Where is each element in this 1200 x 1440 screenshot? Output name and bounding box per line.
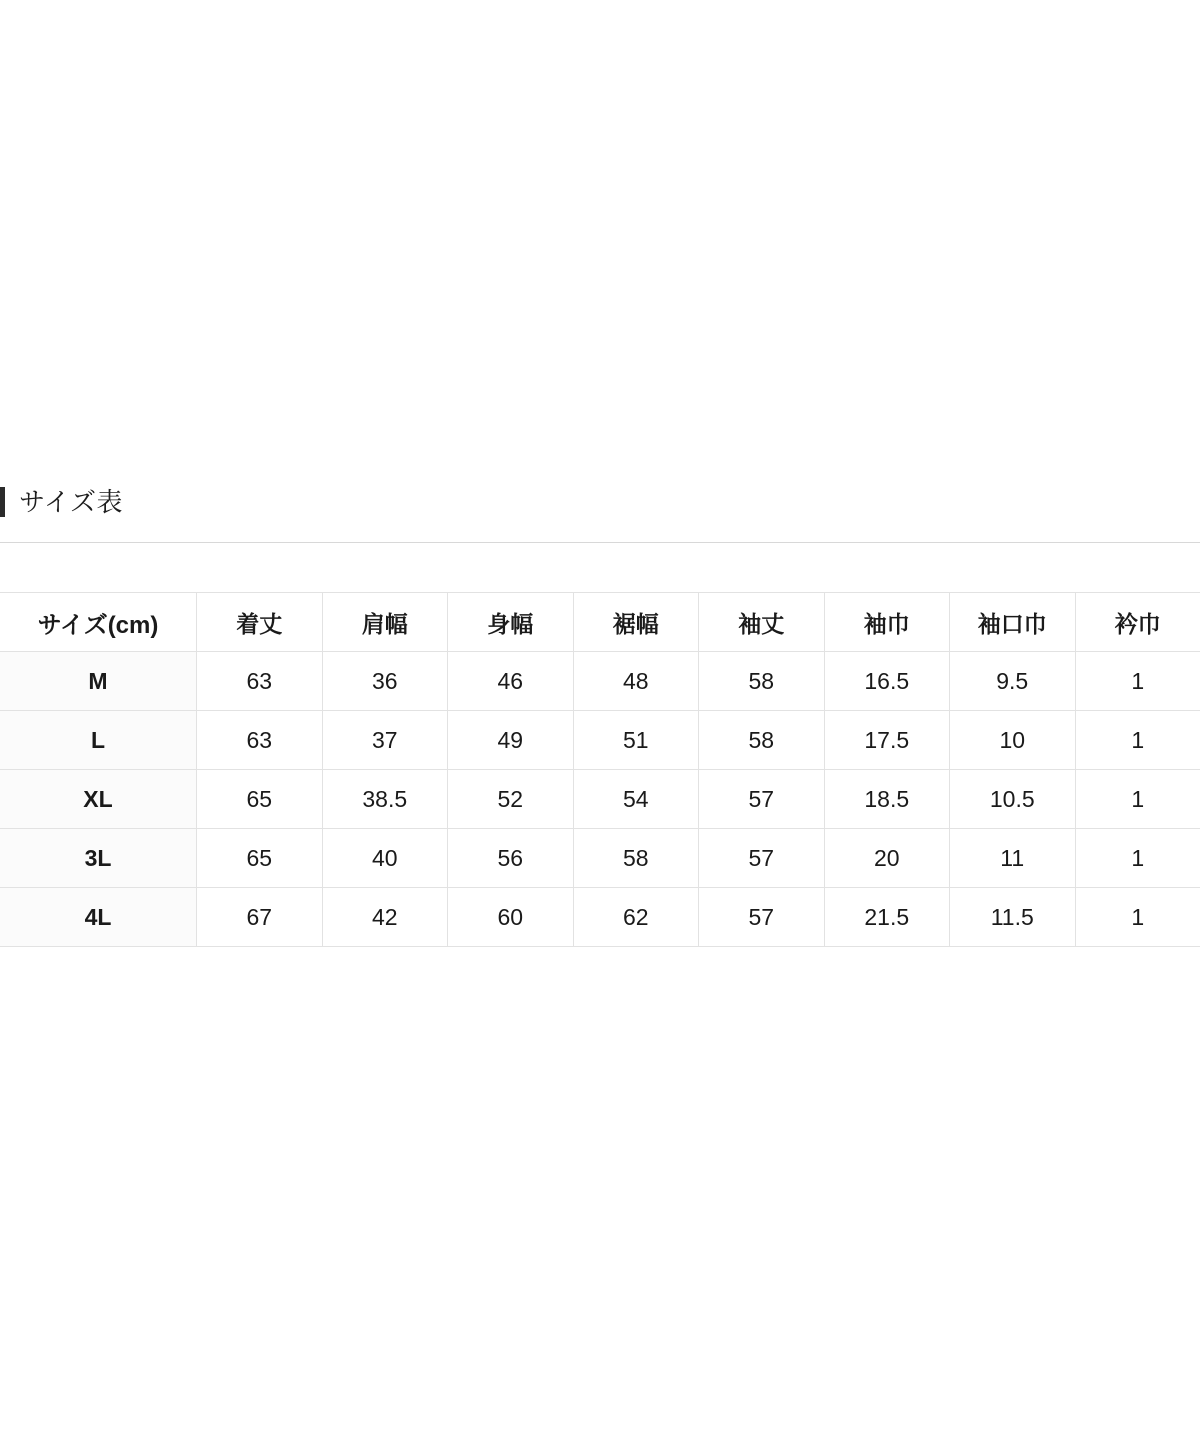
cell: 36 — [322, 652, 448, 711]
table-body — [0, 652, 1200, 947]
cell: 60 — [448, 888, 574, 947]
column-header-6: 袖巾 — [824, 593, 950, 652]
cell: 9.5 — [950, 652, 1076, 711]
cell: 49 — [448, 711, 574, 770]
cell: 57 — [699, 770, 825, 829]
cell: 1 — [1075, 888, 1200, 947]
cell: 10 — [950, 711, 1076, 770]
cell: 54 — [573, 770, 699, 829]
cell: 48 — [573, 652, 699, 711]
cell: 65 — [197, 829, 323, 888]
cell: 1 — [1075, 711, 1200, 770]
cell: 20 — [824, 829, 950, 888]
cell: 52 — [448, 770, 574, 829]
table-row — [0, 652, 1200, 711]
cell: 10.5 — [950, 770, 1076, 829]
cell: 17.5 — [824, 711, 950, 770]
size-table-container — [0, 592, 1200, 947]
cell: 11 — [950, 829, 1076, 888]
cell: 40 — [322, 829, 448, 888]
column-header-3: 身幅 — [448, 593, 574, 652]
column-header-1: 着丈 — [197, 593, 323, 652]
cell: 58 — [573, 829, 699, 888]
cell: 67 — [197, 888, 323, 947]
cell: 62 — [573, 888, 699, 947]
column-header-size: サイズ(cm) — [0, 593, 197, 652]
cell: 56 — [448, 829, 574, 888]
row-header-size: XL — [0, 770, 197, 829]
column-header-8: 衿巾 — [1075, 593, 1200, 652]
cell: 16.5 — [824, 652, 950, 711]
table-row — [0, 888, 1200, 947]
row-header-size: 3L — [0, 829, 197, 888]
column-header-2: 肩幅 — [322, 593, 448, 652]
size-table — [0, 592, 1200, 947]
column-header-4: 裾幅 — [573, 593, 699, 652]
cell: 42 — [322, 888, 448, 947]
cell: 63 — [197, 711, 323, 770]
row-header-size: M — [0, 652, 197, 711]
page-title: サイズ表 — [19, 487, 124, 517]
accent-bar-icon — [0, 487, 5, 517]
cell: 21.5 — [824, 888, 950, 947]
cell: 1 — [1075, 652, 1200, 711]
cell: 57 — [699, 829, 825, 888]
cell: 51 — [573, 711, 699, 770]
cell: 46 — [448, 652, 574, 711]
cell: 63 — [197, 652, 323, 711]
cell: 11.5 — [950, 888, 1076, 947]
cell: 18.5 — [824, 770, 950, 829]
cell: 1 — [1075, 770, 1200, 829]
column-header-7: 袖口巾 — [950, 593, 1076, 652]
cell: 58 — [699, 652, 825, 711]
row-header-size: 4L — [0, 888, 197, 947]
table-header-row — [0, 593, 1200, 652]
cell: 38.5 — [322, 770, 448, 829]
cell: 57 — [699, 888, 825, 947]
table-header — [0, 593, 1200, 652]
column-header-5: 袖丈 — [699, 593, 825, 652]
table-row — [0, 711, 1200, 770]
row-header-size: L — [0, 711, 197, 770]
table-row — [0, 829, 1200, 888]
table-row — [0, 770, 1200, 829]
cell: 1 — [1075, 829, 1200, 888]
cell: 37 — [322, 711, 448, 770]
cell: 58 — [699, 711, 825, 770]
section-header — [0, 487, 1200, 543]
cell: 65 — [197, 770, 323, 829]
